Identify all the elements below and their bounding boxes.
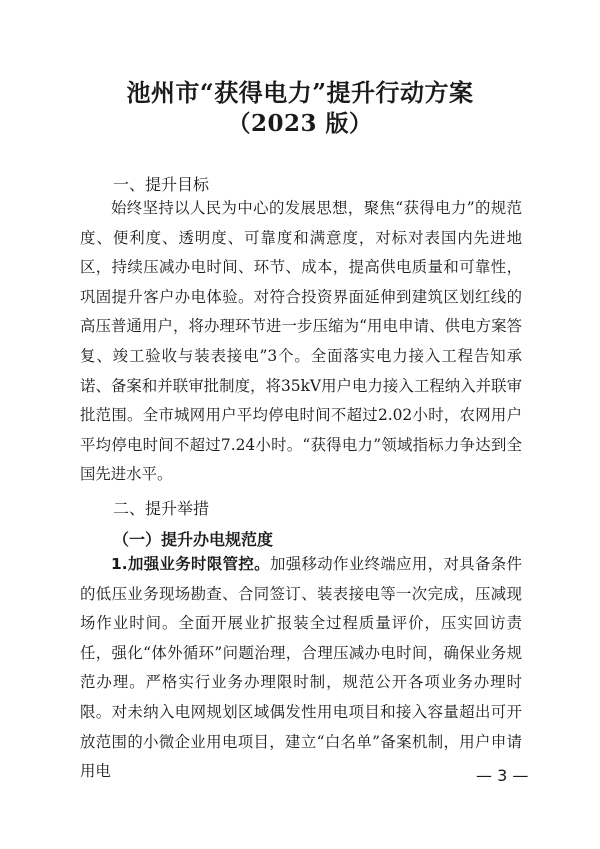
section-heading-goals: 一、提升目标 <box>113 175 210 194</box>
goals-paragraph: 始终坚持以人民为中心的发展思想，聚焦“获得电力”的规范度、便利度、透明度、可靠度和满意度，对标对表国内先进地区，持续压减办电时间、环节、成本，提高供电质量和可靠性，巩固提升客户办电体验。对符合投资界面延伸到建筑区划红线的高压普通用户，将办理环节进一步压缩为“用电申请、供电方案答复、竣工验收与装表接电”3个。全面落实电力接入工程告知承诺、备案和并联审批制度，将35kV用户电力接入工程纳入并联审批范围。全市城网用户平均停电时间不超过2.02小时，农网用户平均停电时间不超过7.24小时。“获得电力”领域指标力争达到全国先进水平。 <box>80 199 522 484</box>
measure-item-1-lead: 1.加强业务时限管控。 <box>111 555 270 573</box>
document-subtitle: （2023 版） <box>227 110 373 137</box>
measure-item-1-text: 加强移动作业终端应用，对具备条件的低压业务现场勘查、合同签订、装表接电等一次完成，压减现场作业时间。全面开展业扩报装全过程质量评价，压实回访责任，强化“体外循环”问题治理，合理压减办电时间，确保业务规范办理。严格实行业务办理限时制，规范公开各项业务办理时限。对未纳入电网规划区域偶发性用电项目和接入容量超出可开放范围的小微企业用电项目，建立“白名单”备案机制，用户申请用电 <box>80 555 522 781</box>
subsection-heading-standardization: （一）提升办电规范度 <box>113 530 274 549</box>
document-title: 池州市“获得电力”提升行动方案 <box>126 78 474 107</box>
section-heading-measures: 二、提升举措 <box>113 499 210 518</box>
page-number: — 3 — <box>476 766 529 785</box>
measure-item-1 <box>80 550 522 787</box>
